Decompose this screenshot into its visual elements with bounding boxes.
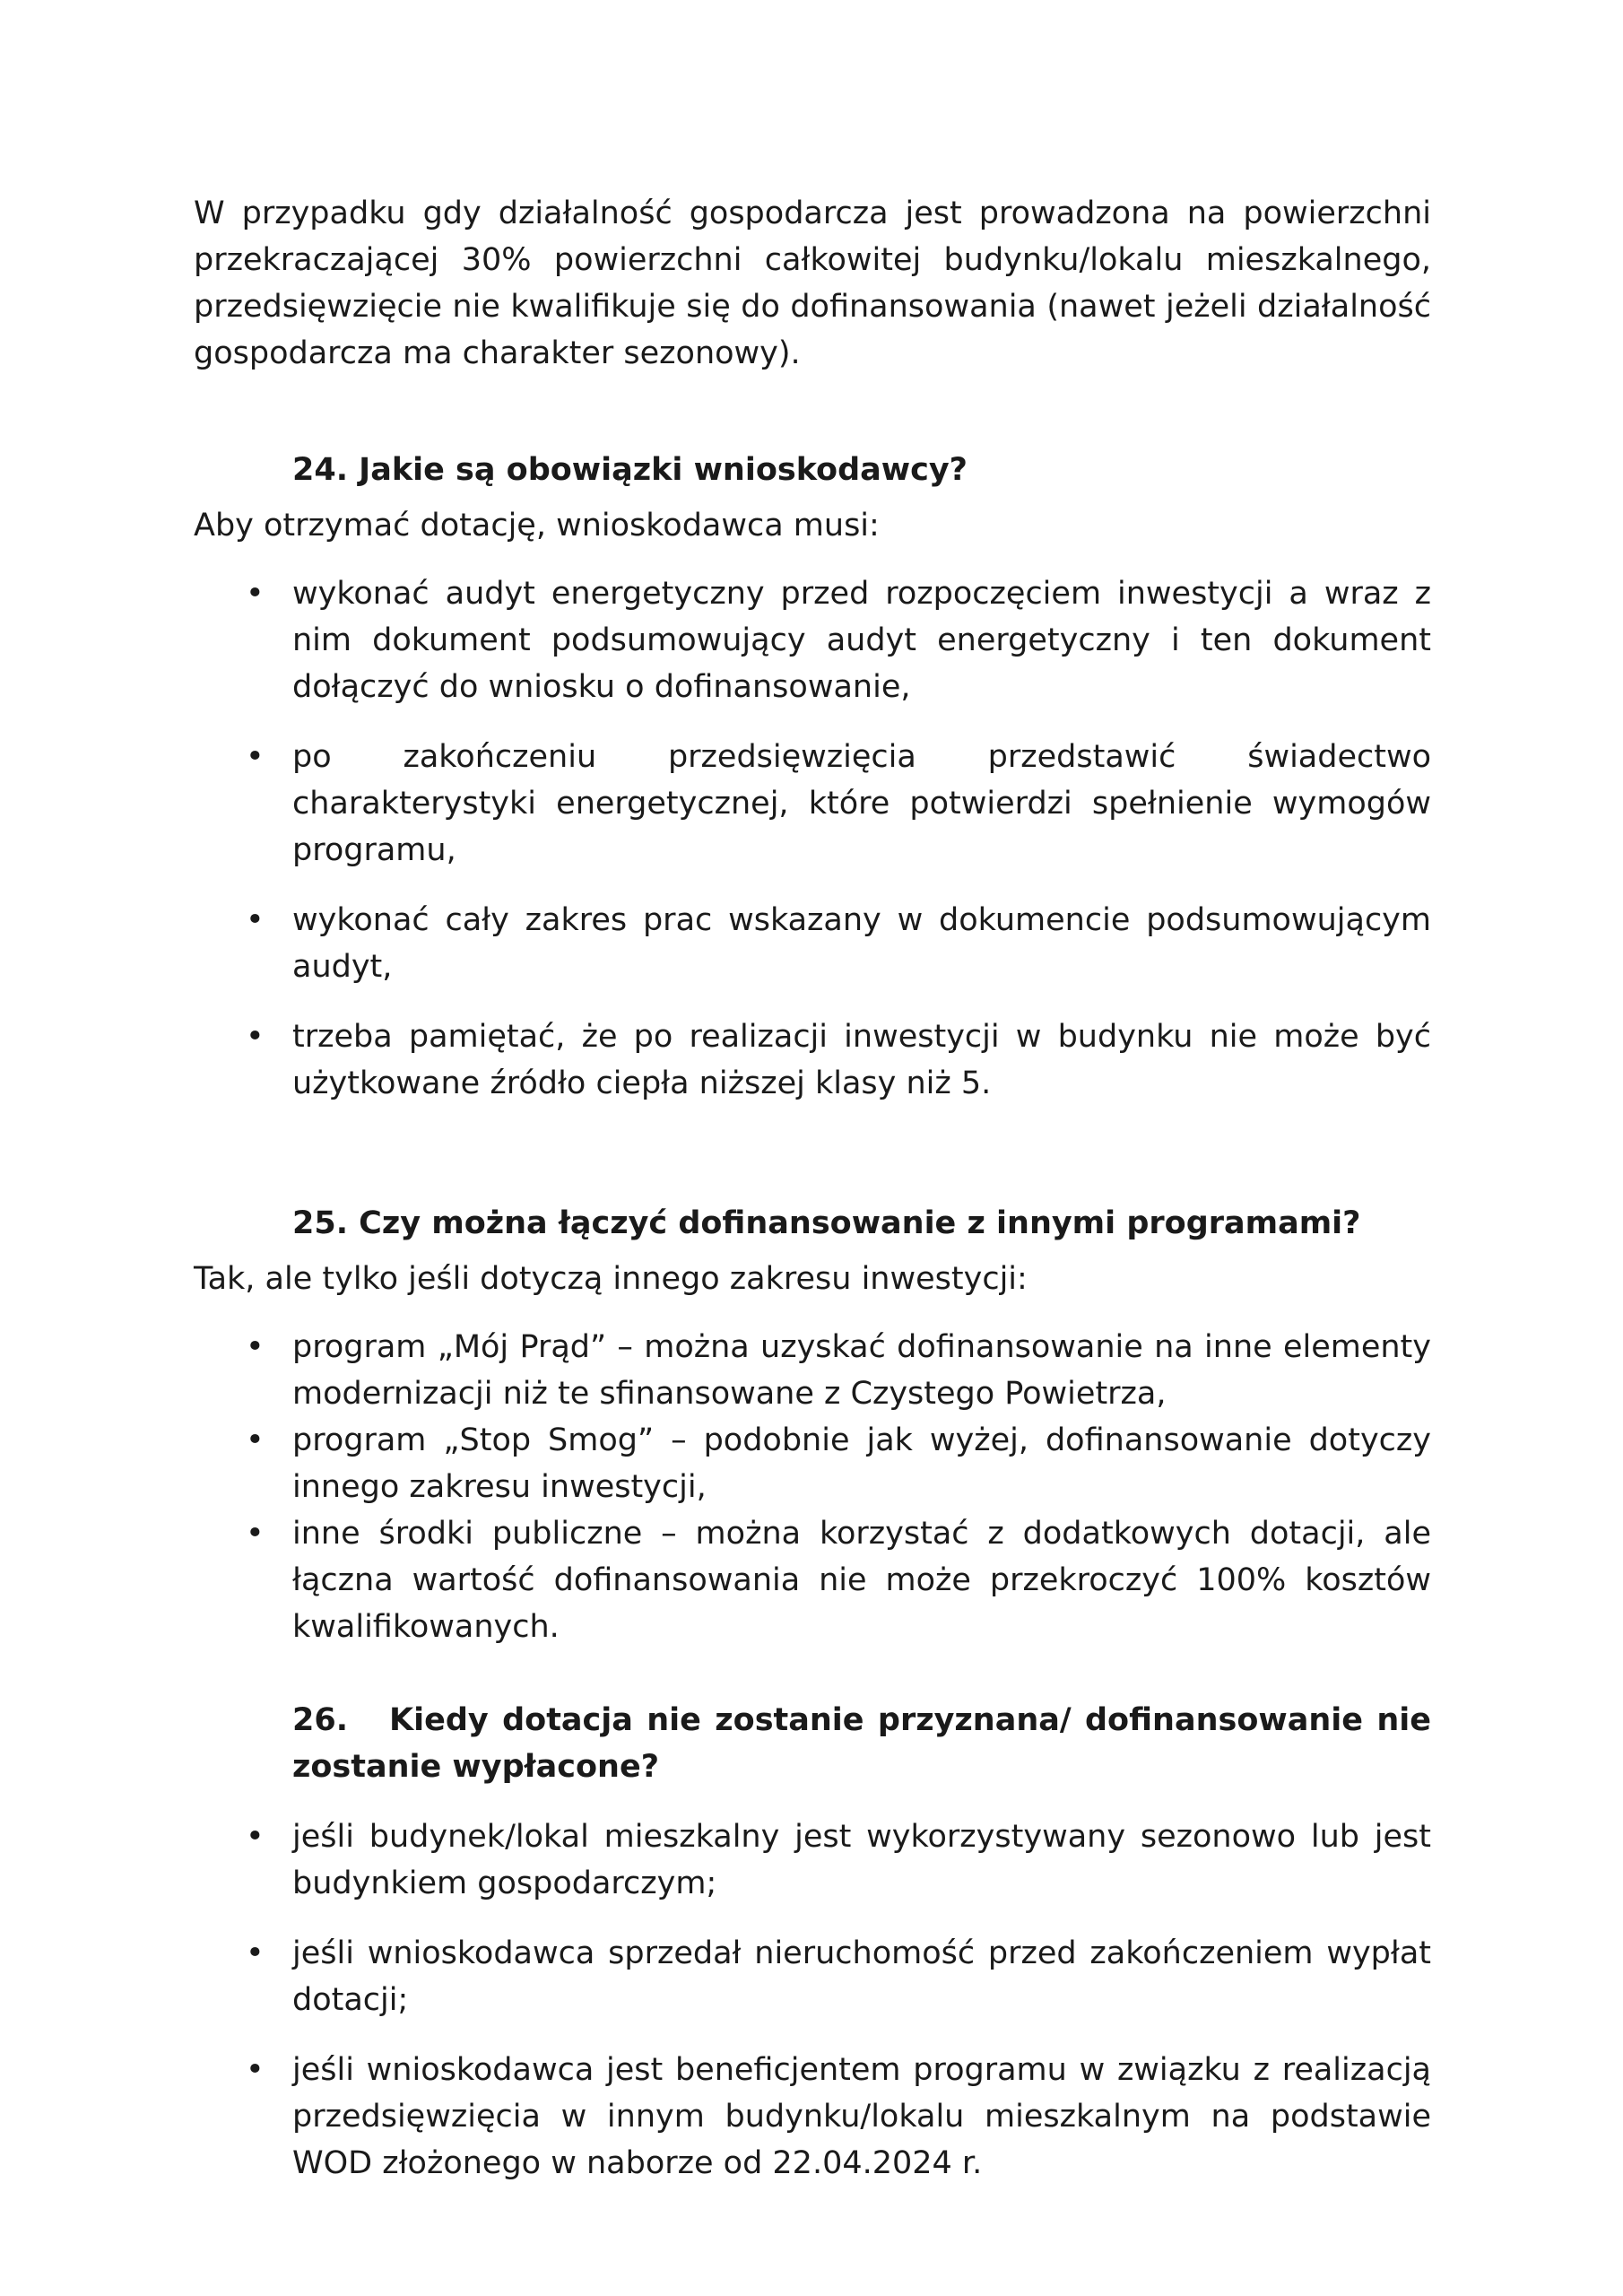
list-item-text: wykonać audyt energetyczny przed rozpoczęciem inwestycji a wraz z nim dokument podsumowujący audyt energetyczny i ten dokument dołączyć do wniosku o dofinansowanie, — [292, 576, 1431, 705]
list-item-text: trzeba pamiętać, że po realizacji inwestycji w budynku nie może być użytkowane źródło ciepła niższej klasy niż 5. — [292, 1019, 1431, 1101]
list-26 — [194, 1813, 1431, 2187]
list-item — [194, 570, 1431, 710]
list-item-text: po zakończeniu przedsięwzięcia przedstawić świadectwo charakterystyki energetycznej, które potwierdzi spełnienie wymogów programu, — [292, 739, 1431, 868]
bullet-icon: • — [246, 1019, 265, 1055]
list-item-text: wykonać cały zakres prac wskazany w dokumencie podsumowującym audyt, — [292, 902, 1431, 985]
list-24 — [194, 570, 1431, 1107]
list-25 — [194, 1324, 1431, 1650]
heading-25: 25. Czy można łączyć dofinansowanie z innymi programami? — [292, 1205, 1361, 1241]
bullet-icon: • — [246, 1329, 265, 1365]
heading-26-text: Kiedy dotacja nie zostanie przyznana/ dofinansowanie nie zostanie wypłacone? — [292, 1702, 1431, 1785]
list-item — [194, 734, 1431, 874]
heading-24: 24. Jakie są obowiązki wnioskodawcy? — [292, 452, 968, 488]
intro-25: Tak, ale tylko jeśli dotyczą innego zakresu inwestycji: — [194, 1261, 1028, 1297]
document-page — [194, 190, 1431, 2187]
heading-26-number: 26. — [292, 1702, 349, 1738]
list-item-text: jeśli wnioskodawca sprzedał nieruchomość przed zakończeniem wypłat dotacji; — [292, 1935, 1431, 2018]
bullet-icon: • — [246, 576, 265, 612]
bullet-icon: • — [246, 1935, 265, 1971]
bullet-icon: • — [246, 902, 265, 938]
bullet-icon: • — [246, 1819, 265, 1855]
list-item-text: program „Stop Smog” – podobnie jak wyżej, dofinansowanie dotyczy innego zakresu inwestycji, — [292, 1422, 1431, 1505]
list-item-text: inne środki publiczne – można korzystać z dodatkowych dotacji, ale łączna wartość dofinansowania nie może przekroczyć 100% kosztów kwalifikowanych. — [292, 1516, 1431, 1645]
list-item-text: jeśli budynek/lokal mieszkalny jest wykorzystywany sezonowo lub jest budynkiem gospodarczym; — [292, 1819, 1431, 1901]
bullet-icon: • — [246, 1422, 265, 1458]
list-item — [194, 2047, 1431, 2187]
bullet-icon: • — [246, 2052, 265, 2088]
paragraph-business-activity: W przypadku gdy działalność gospodarcza jest prowadzona na powierzchni przekraczającej 30% powierzchni całkowitej budynku/lokalu mieszkalnego, przedsięwzięcie nie kwalifikuje się do dofinansowania (nawet jeżeli działalność gospodarcza ma charakter sezonowy). — [194, 196, 1431, 371]
bullet-icon: • — [246, 739, 265, 775]
list-item — [194, 1813, 1431, 1907]
list-item — [194, 1013, 1431, 1107]
list-item — [194, 1510, 1431, 1650]
intro-24: Aby otrzymać dotację, wnioskodawca musi: — [194, 508, 880, 544]
list-item-text: jeśli wnioskodawca jest beneficjentem programu w związku z realizacją przedsięwzięcia w innym budynku/lokalu mieszkalnym na podstawie WOD złożonego w naborze od 22.04.2024 r. — [292, 2052, 1431, 2181]
list-item — [194, 1930, 1431, 2023]
bullet-icon: • — [246, 1516, 265, 1552]
list-item — [194, 897, 1431, 990]
list-item — [194, 1324, 1431, 1417]
list-item — [194, 1417, 1431, 1510]
heading-26 — [292, 1697, 1431, 1790]
list-item-text: program „Mój Prąd” – można uzyskać dofinansowanie na inne elementy modernizacji niż te sfinansowane z Czystego Powietrza, — [292, 1329, 1431, 1412]
